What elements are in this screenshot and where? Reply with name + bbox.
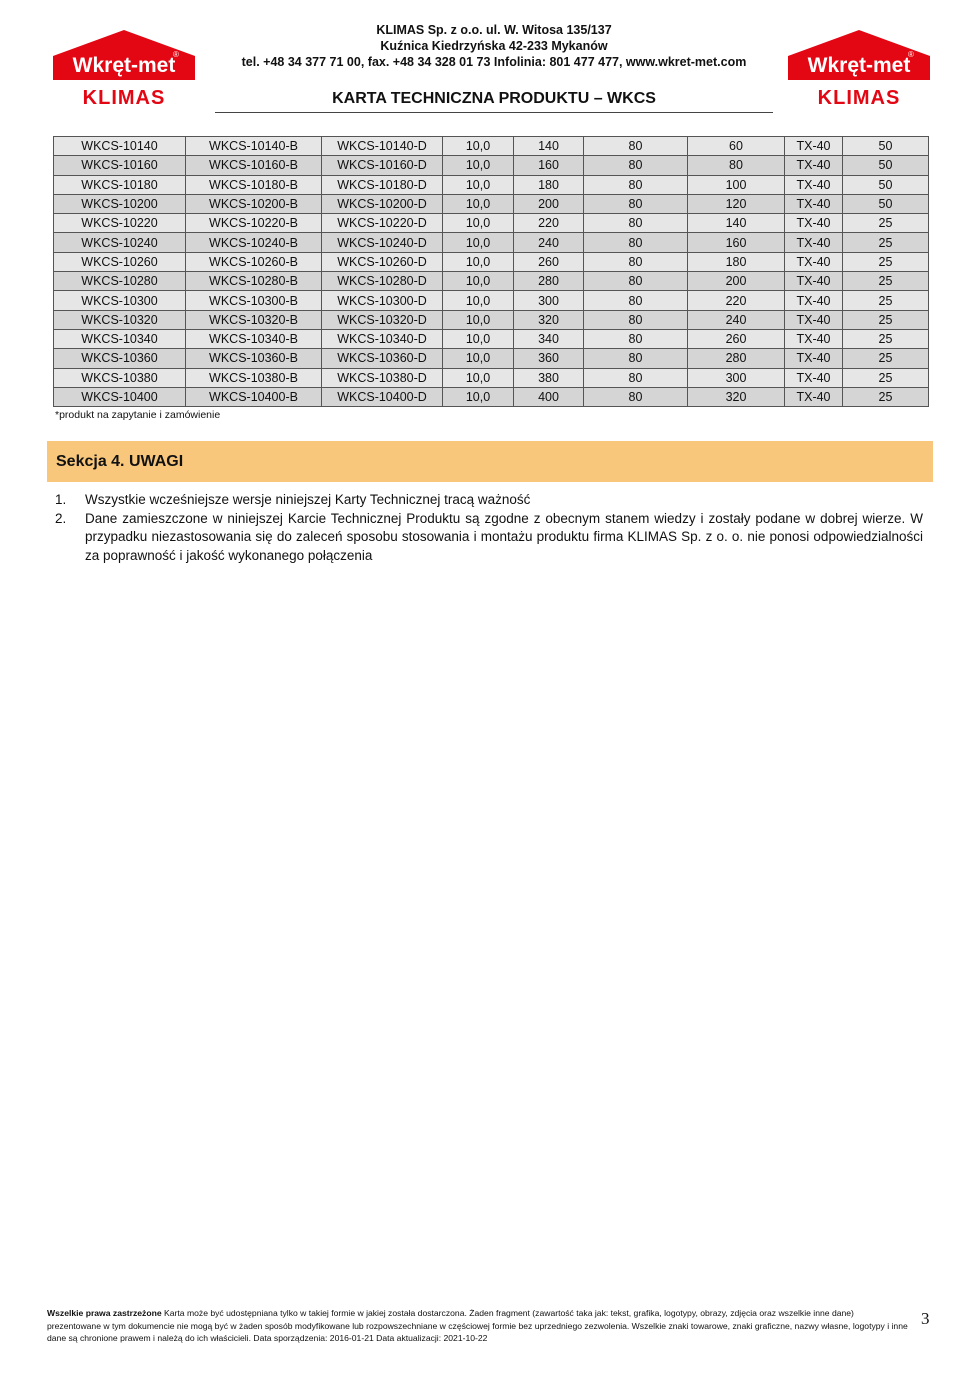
- table-row: [54, 233, 929, 252]
- table-cell: 80: [584, 194, 688, 213]
- table-cell: 80: [584, 387, 688, 406]
- table-cell: 25: [843, 349, 929, 368]
- section-header: [47, 441, 933, 482]
- footer-bold: Wszelkie prawa zastrzeżone: [47, 1308, 162, 1318]
- table-cell: WKCS-10200-D: [322, 194, 443, 213]
- table-cell: 100: [688, 175, 785, 194]
- table-cell: 25: [843, 310, 929, 329]
- table-cell: 240: [688, 310, 785, 329]
- table-cell: 80: [584, 291, 688, 310]
- table-cell: TX-40: [785, 387, 843, 406]
- table-cell: WKCS-10360: [54, 349, 186, 368]
- table-cell: 280: [514, 272, 584, 291]
- table-cell: TX-40: [785, 194, 843, 213]
- table-cell: 25: [843, 233, 929, 252]
- table-cell: 240: [514, 233, 584, 252]
- table-row: [54, 291, 929, 310]
- wkret-met-logo-right: [788, 30, 930, 110]
- table-cell: WKCS-10280-D: [322, 272, 443, 291]
- table-cell: 10,0: [443, 233, 514, 252]
- table-cell: 25: [843, 272, 929, 291]
- table-cell: WKCS-10160-B: [186, 156, 322, 175]
- table-cell: 25: [843, 329, 929, 348]
- table-cell: 10,0: [443, 310, 514, 329]
- table-cell: WKCS-10180: [54, 175, 186, 194]
- table-cell: WKCS-10240-B: [186, 233, 322, 252]
- table-cell: 160: [514, 156, 584, 175]
- table-cell: 300: [688, 368, 785, 387]
- company-header: [215, 22, 773, 70]
- table-cell: 280: [688, 349, 785, 368]
- table-cell: 25: [843, 291, 929, 310]
- table-cell: WKCS-10260-B: [186, 252, 322, 271]
- table-cell: 50: [843, 175, 929, 194]
- logo-registered: ®: [908, 50, 914, 59]
- table-cell: 180: [688, 252, 785, 271]
- table-cell: TX-40: [785, 272, 843, 291]
- table-cell: 10,0: [443, 214, 514, 233]
- table-cell: TX-40: [785, 349, 843, 368]
- table-cell: WKCS-10280: [54, 272, 186, 291]
- logo-graphic: [788, 30, 930, 110]
- table-cell: TX-40: [785, 252, 843, 271]
- table-cell: 25: [843, 387, 929, 406]
- logo-registered: ®: [173, 50, 179, 59]
- table-cell: WKCS-10340-D: [322, 329, 443, 348]
- table-cell: 10,0: [443, 349, 514, 368]
- table-cell: 10,0: [443, 272, 514, 291]
- table-cell: 260: [514, 252, 584, 271]
- table-cell: WKCS-10340-B: [186, 329, 322, 348]
- table-cell: WKCS-10220-D: [322, 214, 443, 233]
- table-cell: 80: [584, 137, 688, 156]
- company-contact-line: tel. +48 34 377 71 00, fax. +48 34 328 01 73 Infolinia: 801 477 477, www.wkret-met.com: [241, 55, 747, 69]
- table-cell: WKCS-10180-B: [186, 175, 322, 194]
- table-cell: WKCS-10140-D: [322, 137, 443, 156]
- table-cell: 220: [514, 214, 584, 233]
- table-cell: 300: [514, 291, 584, 310]
- footer-text: Karta może być udostępniana tylko w takiej formie w jakiej została dostarczona. Żaden fragment (zawartość taka jak: tekst, grafika, logotypy, obrazy, zdjęcia oraz wszelkie inne dane) prezentowane w tym dokumencie nie mogą być w żaden sposób modyfikowane lub rozpowszechniane w częściowej formie bez uprzedniego zezwolenia. Wszelkie znaki towarowe, znaki graficzne, nazwy własne, logotypy i inne dane są chronione prawem i należą do ich właścicieli. Data sporządzenia: 2016-01-21 Data aktualizacji: 2021-10-22: [47, 1308, 908, 1343]
- table-cell: 50: [843, 194, 929, 213]
- table-cell: TX-40: [785, 156, 843, 175]
- table-cell: 10,0: [443, 252, 514, 271]
- table-row: [54, 214, 929, 233]
- table-cell: WKCS-10380: [54, 368, 186, 387]
- table-cell: WKCS-10320-B: [186, 310, 322, 329]
- table-cell: WKCS-10400-D: [322, 387, 443, 406]
- table-cell: WKCS-10220-B: [186, 214, 322, 233]
- table-cell: 380: [514, 368, 584, 387]
- company-address-line-2: Kuźnica Kiedrzyńska 42-233 Mykanów: [380, 39, 608, 53]
- table-cell: WKCS-10340: [54, 329, 186, 348]
- copyright-footer: [47, 1307, 909, 1345]
- table-cell: 80: [584, 175, 688, 194]
- table-cell: 50: [843, 156, 929, 175]
- table-cell: 10,0: [443, 387, 514, 406]
- table-cell: WKCS-10260: [54, 252, 186, 271]
- product-spec-table: [53, 136, 929, 407]
- logo-graphic: [53, 30, 195, 110]
- table-cell: WKCS-10300: [54, 291, 186, 310]
- table-footnote: *produkt na zapytanie i zamówienie: [55, 409, 221, 421]
- note-number: 2.: [55, 510, 67, 526]
- table-cell: 25: [843, 252, 929, 271]
- logo-sub: KLIMAS: [817, 87, 901, 109]
- table-row: [54, 368, 929, 387]
- table-cell: WKCS-10360-D: [322, 349, 443, 368]
- table-cell: WKCS-10400: [54, 387, 186, 406]
- note-item: [55, 491, 923, 510]
- table-cell: WKCS-10160-D: [322, 156, 443, 175]
- page-number: 3: [921, 1309, 930, 1328]
- table-row: [54, 252, 929, 271]
- table-cell: 80: [584, 214, 688, 233]
- table-cell: 260: [688, 329, 785, 348]
- table-cell: 180: [514, 175, 584, 194]
- table-cell: TX-40: [785, 291, 843, 310]
- note-text: Dane zamieszczone w niniejszej Karcie Technicznej Produktu są zgodne z obecnym stanem wiedzy i zostały podane w dobrej wierze. W przypadku niezastosowania się do zaleceń sposobu stosowania i montażu produktu firma KLIMAS Sp. z o. o. nie ponosi odpowiedzialności za poprawność i jakość wykonanego połączenia: [85, 510, 923, 563]
- table-row: [54, 175, 929, 194]
- table-cell: 400: [514, 387, 584, 406]
- table-cell: WKCS-10280-B: [186, 272, 322, 291]
- table-row: [54, 387, 929, 406]
- note-text: Wszystkie wcześniejsze wersje niniejszej Karty Technicznej tracą ważność: [85, 492, 531, 507]
- table-cell: WKCS-10320-D: [322, 310, 443, 329]
- table-cell: 80: [584, 329, 688, 348]
- table-cell: WKCS-10300-D: [322, 291, 443, 310]
- logo-brand: Wkręt-met: [807, 54, 911, 77]
- table-cell: WKCS-10160: [54, 156, 186, 175]
- table-cell: WKCS-10140: [54, 137, 186, 156]
- table-cell: 10,0: [443, 329, 514, 348]
- table-cell: 80: [584, 233, 688, 252]
- company-address-line-1: KLIMAS Sp. z o.o. ul. W. Witosa 135/137: [376, 23, 612, 37]
- table-cell: 25: [843, 214, 929, 233]
- table-cell: WKCS-10180-D: [322, 175, 443, 194]
- table-cell: WKCS-10220: [54, 214, 186, 233]
- table-cell: WKCS-10260-D: [322, 252, 443, 271]
- section-title: Sekcja 4. UWAGI: [56, 453, 184, 470]
- table-cell: TX-40: [785, 310, 843, 329]
- table-cell: WKCS-10200-B: [186, 194, 322, 213]
- table-cell: TX-40: [785, 233, 843, 252]
- table-cell: 80: [584, 368, 688, 387]
- table-cell: 360: [514, 349, 584, 368]
- note-number: 1.: [55, 492, 67, 507]
- table-cell: 140: [514, 137, 584, 156]
- table-cell: 320: [514, 310, 584, 329]
- logo-brand: Wkręt-met: [72, 54, 176, 77]
- table-cell: 340: [514, 329, 584, 348]
- table-cell: TX-40: [785, 368, 843, 387]
- table-cell: WKCS-10140-B: [186, 137, 322, 156]
- table-cell: TX-40: [785, 137, 843, 156]
- table-row: [54, 272, 929, 291]
- table-cell: 80: [584, 349, 688, 368]
- table-row: [54, 137, 929, 156]
- table-cell: 140: [688, 214, 785, 233]
- table-cell: 200: [688, 272, 785, 291]
- wkret-met-logo-left: [53, 30, 195, 110]
- table-row: [54, 194, 929, 213]
- table-cell: 160: [688, 233, 785, 252]
- notes-list: [55, 491, 923, 565]
- logo-sub: KLIMAS: [82, 87, 166, 109]
- table-cell: WKCS-10380-B: [186, 368, 322, 387]
- table-row: [54, 310, 929, 329]
- table-cell: WKCS-10360-B: [186, 349, 322, 368]
- table-cell: 50: [843, 137, 929, 156]
- table-cell: 80: [584, 156, 688, 175]
- document-title: KARTA TECHNICZNA PRODUKTU – WKCS: [215, 90, 773, 113]
- table-cell: 10,0: [443, 175, 514, 194]
- table-body: [54, 137, 929, 407]
- table-cell: WKCS-10240: [54, 233, 186, 252]
- table-cell: 80: [584, 252, 688, 271]
- table-cell: 25: [843, 368, 929, 387]
- table-cell: WKCS-10320: [54, 310, 186, 329]
- table-row: [54, 329, 929, 348]
- table-row: [54, 349, 929, 368]
- table-cell: 10,0: [443, 291, 514, 310]
- note-item: [55, 510, 923, 566]
- table-row: [54, 156, 929, 175]
- table-cell: 200: [514, 194, 584, 213]
- table-cell: WKCS-10400-B: [186, 387, 322, 406]
- table-cell: 80: [584, 310, 688, 329]
- table-cell: 10,0: [443, 368, 514, 387]
- table-cell: 10,0: [443, 137, 514, 156]
- table-cell: 220: [688, 291, 785, 310]
- table-cell: TX-40: [785, 329, 843, 348]
- table-cell: 60: [688, 137, 785, 156]
- table-cell: 120: [688, 194, 785, 213]
- table-cell: WKCS-10380-D: [322, 368, 443, 387]
- table-cell: 10,0: [443, 156, 514, 175]
- table-cell: 80: [584, 272, 688, 291]
- table-cell: TX-40: [785, 214, 843, 233]
- table-cell: TX-40: [785, 175, 843, 194]
- table-cell: 10,0: [443, 194, 514, 213]
- table-cell: 320: [688, 387, 785, 406]
- table-cell: WKCS-10240-D: [322, 233, 443, 252]
- table-cell: 80: [688, 156, 785, 175]
- table-cell: WKCS-10300-B: [186, 291, 322, 310]
- table-cell: WKCS-10200: [54, 194, 186, 213]
